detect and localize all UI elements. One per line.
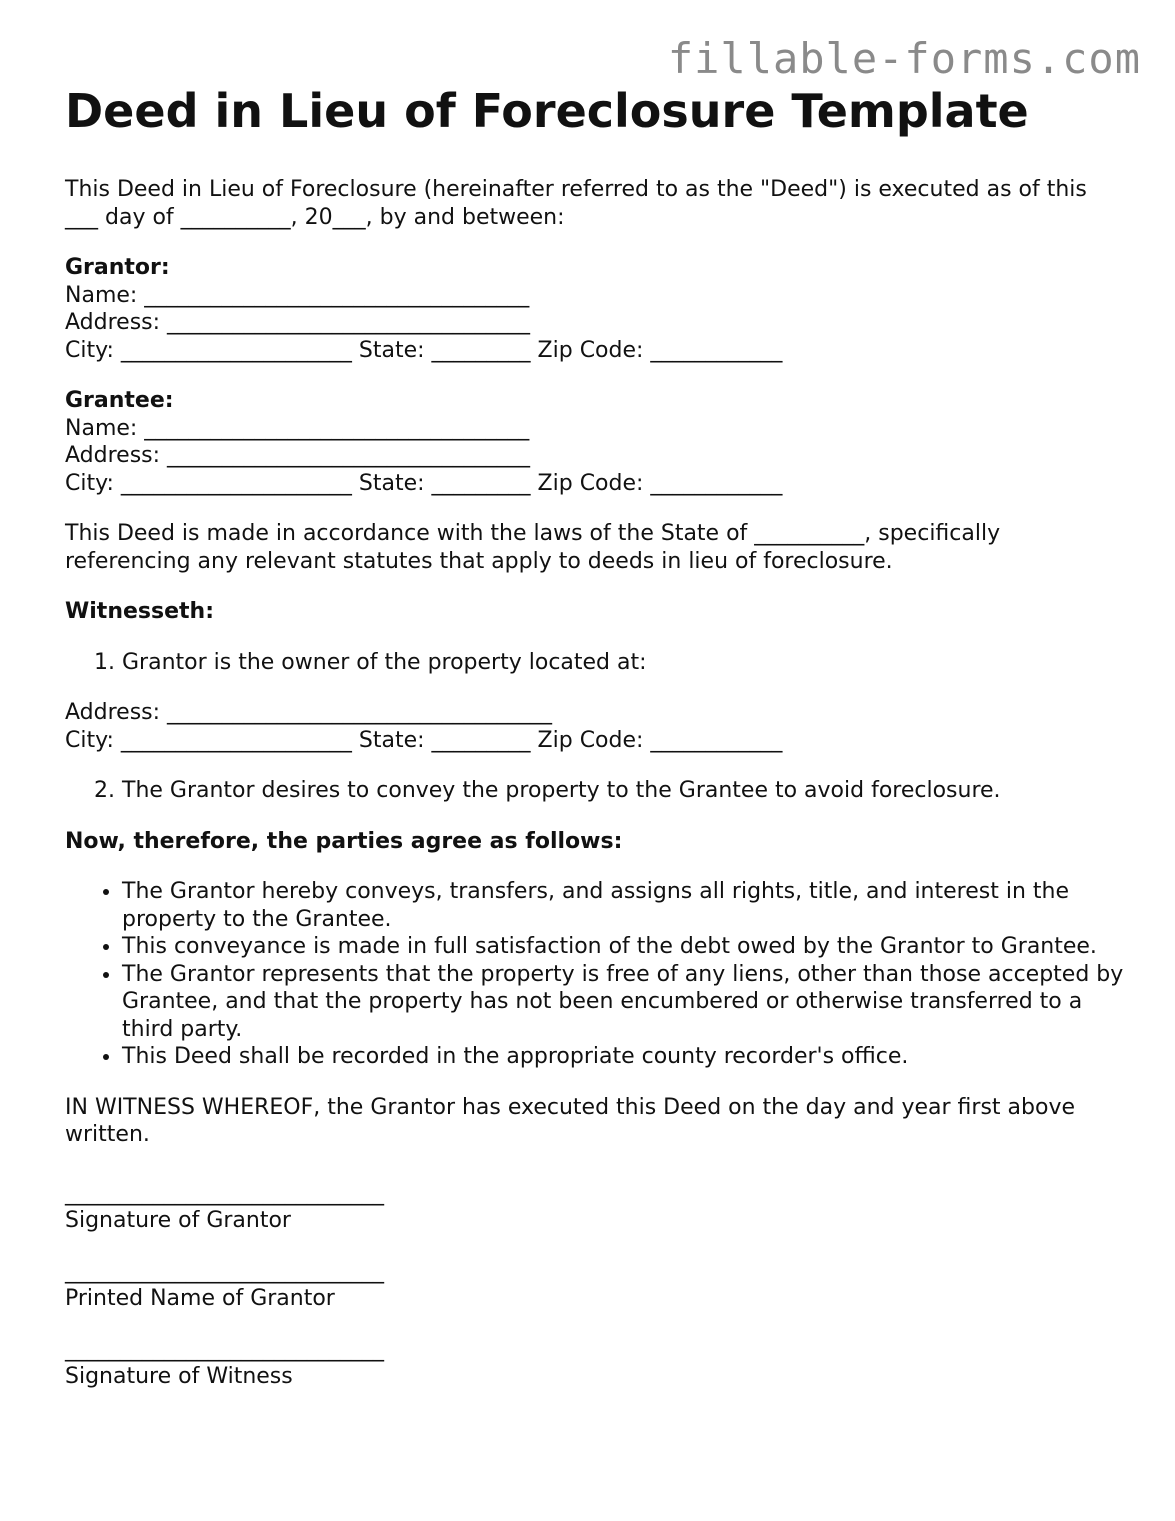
- agreement-item: • The Grantor represents that the property is free of any liens, other than those accepted by Grantee, and that the property has not been encumbered or otherwise transferred to a third party.: [122, 961, 1125, 1044]
- witnesseth-list-2: [65, 777, 1125, 805]
- printed-name-grantor-label: Printed Name of Grantor: [65, 1286, 335, 1311]
- signature-grantor-label: Signature of Grantor: [65, 1208, 291, 1233]
- agreement-heading: Now, therefore, the parties agree as follows:: [65, 828, 623, 854]
- agreement-item: • This conveyance is made in full satisfaction of the debt owed by the Grantor to Grantee.: [122, 933, 1125, 961]
- document-page: [65, 86, 1125, 1414]
- grantee-city-state-zip-field[interactable]: City: _____________________ State: _________ Zip Code: ____________: [65, 470, 783, 496]
- agreement-list: [65, 878, 1125, 1071]
- grantee-address-field[interactable]: Address: _________________________________: [65, 443, 531, 468]
- grantee-section: [65, 387, 1125, 497]
- signature-grantor-line[interactable]: _____________________________: [65, 1180, 384, 1206]
- printed-name-grantor-block: [65, 1258, 1125, 1313]
- in-witness-paragraph: IN WITNESS WHEREOF, the Grantor has executed this Deed on the day and year first above written.: [65, 1094, 1076, 1147]
- property-address-field[interactable]: Address: ___________________________________: [65, 700, 553, 725]
- watermark: fillable-forms.com: [667, 34, 1141, 83]
- grantee-heading: Grantee:: [65, 388, 174, 413]
- laws-paragraph: This Deed is made in accordance with the laws of the State of __________, specifically referencing any relevant statutes that apply to deeds in lieu of foreclosure.: [65, 521, 1001, 574]
- grantee-name-field[interactable]: Name: ___________________________________: [65, 415, 530, 441]
- document-title: Deed in Lieu of Foreclosure Template: [65, 84, 1029, 138]
- grantor-address-field[interactable]: Address: _________________________________: [65, 310, 531, 335]
- witnesseth-item-2: 2. The Grantor desires to convey the property to the Grantee to avoid foreclosure.: [122, 777, 1125, 805]
- signature-grantor-block: [65, 1180, 1125, 1235]
- property-section: [65, 699, 1125, 754]
- witnesseth-heading: Witnesseth:: [65, 599, 214, 624]
- signature-witness-label: Signature of Witness: [65, 1364, 293, 1389]
- signature-witness-line[interactable]: _____________________________: [65, 1336, 384, 1362]
- agreement-item: • This Deed shall be recorded in the appropriate county recorder's office.: [122, 1043, 1125, 1071]
- grantor-section: [65, 254, 1125, 364]
- grantor-name-field[interactable]: Name: ___________________________________: [65, 282, 530, 308]
- agreement-item: • The Grantor hereby conveys, transfers, and assigns all rights, title, and interest in the property to the Grantee.: [122, 878, 1125, 933]
- intro-paragraph: This Deed in Lieu of Foreclosure (hereinafter referred to as the "Deed") is executed as of this ___ day of __________, 20___, by and between:: [65, 177, 1087, 230]
- witnesseth-list-1: [65, 649, 1125, 677]
- witnesseth-item-1: 1. Grantor is the owner of the property located at:: [122, 649, 1125, 677]
- grantor-city-state-zip-field[interactable]: City: _____________________ State: _________ Zip Code: ____________: [65, 337, 783, 363]
- printed-name-grantor-line[interactable]: _____________________________: [65, 1258, 384, 1284]
- grantor-heading: Grantor:: [65, 255, 170, 280]
- signature-witness-block: [65, 1336, 1125, 1391]
- property-city-state-zip-field[interactable]: City: _____________________ State: _________ Zip Code: ____________: [65, 727, 783, 753]
